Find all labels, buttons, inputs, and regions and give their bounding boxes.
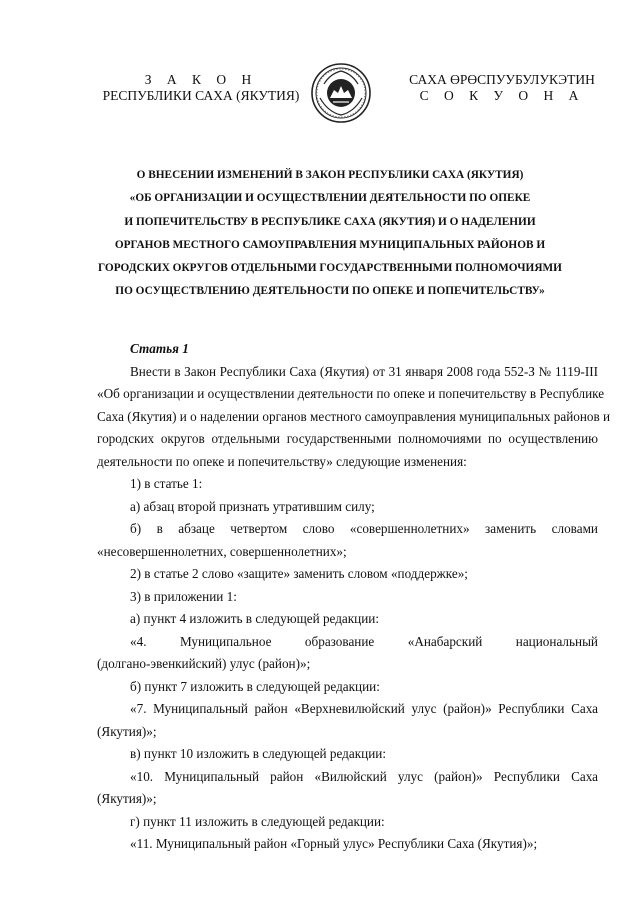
text-line: б) пункт 7 изложить в следующей редакции: bbox=[130, 678, 380, 694]
text-line: деятельности по опеке и попечительству» следующие изменения: bbox=[97, 453, 467, 469]
text-line: 3) в приложении 1: bbox=[130, 588, 237, 604]
text-line: (Якутия)»; bbox=[97, 723, 157, 739]
header-right bbox=[382, 72, 622, 104]
document-body bbox=[97, 338, 611, 856]
text-line: в) пункт 10 изложить в следующей редакции: bbox=[130, 746, 386, 761]
text-line: «11. Муниципальный район «Горный улус» Республики Саха (Якутия)»; bbox=[130, 836, 538, 851]
header-left-line2: РЕСПУБЛИКИ САХА (ЯКУТИЯ) bbox=[102, 88, 300, 103]
law-title bbox=[60, 164, 600, 304]
title-line: И ПОПЕЧИТЕЛЬСТВУ В РЕСПУБЛИКЕ САХА (ЯКУТИЯ) И О НАДЕЛЕНИИ bbox=[124, 215, 536, 228]
text-line: Саха (Якутия) и о наделении органов местного самоуправления муниципальных районов и bbox=[97, 408, 611, 424]
text-line: б) в абзаце четвертом слово «совершеннолетних» заменить словами bbox=[130, 521, 598, 536]
text-line: 2) в статье 2 слово «защите» заменить словом «поддержке»; bbox=[130, 566, 468, 581]
document-header bbox=[0, 62, 640, 122]
text-line: «Об организации и осуществлении деятельности по опеке и попечительству в Республике bbox=[97, 386, 605, 401]
text-line: а) абзац второй признать утратившим силу; bbox=[130, 498, 375, 514]
text-line: городских округов отдельными государственными полномочиями по осуществлению bbox=[97, 431, 598, 446]
article-heading: Статья 1 bbox=[130, 341, 189, 356]
header-right-line2: С О К У О Н А bbox=[419, 88, 585, 103]
text-line: «4. Муниципальное образование «Анабарский национальный bbox=[130, 633, 598, 649]
title-line: О ВНЕСЕНИИ ИЗМЕНЕНИЙ В ЗАКОН РЕСПУБЛИКИ САХА (ЯКУТИЯ) bbox=[136, 169, 524, 181]
text-line: г) пункт 11 изложить в следующей редакции: bbox=[130, 813, 385, 829]
text-line: (долгано-эвенкийский) улус (район)»; bbox=[97, 656, 311, 671]
text-line: «несовершеннолетних, совершеннолетних»; bbox=[97, 543, 347, 559]
header-left-line1: З А К О Н bbox=[144, 72, 258, 87]
text-line: «7. Муниципальный район «Верхневилюйский улус (район)» Республики Саха bbox=[130, 701, 598, 716]
text-line: «10. Муниципальный район «Вилюйский улус (район)» Республики Саха bbox=[130, 768, 598, 784]
text-line: (Якутия)»; bbox=[97, 791, 157, 806]
text-line: 1) в статье 1: bbox=[130, 476, 203, 491]
title-line: ГОРОДСКИХ ОКРУГОВ ОТДЕЛЬНЫМИ ГОСУДАРСТВЕННЫМИ ПОЛНОМОЧИЯМИ bbox=[98, 262, 562, 275]
title-line: ПО ОСУЩЕСТВЛЕНИЮ ДЕЯТЕЛЬНОСТИ ПО ОПЕКЕ И ПОПЕЧИТЕЛЬСТВУ» bbox=[115, 285, 545, 298]
title-line: «ОБ ОРГАНИЗАЦИИ И ОСУЩЕСТВЛЕНИИ ДЕЯТЕЛЬНОСТИ ПО ОПЕКЕ bbox=[129, 192, 531, 205]
text-line: а) пункт 4 изложить в следующей редакции: bbox=[130, 611, 380, 626]
text-line: Внести в Закон Республики Саха (Якутия) от 31 января 2008 года 552-З № 1119-III bbox=[130, 363, 598, 379]
header-left bbox=[96, 72, 306, 104]
header-right-line1: САХА ӨРӨСПУУБУЛУКЭТИН bbox=[409, 72, 595, 87]
coat-of-arms-seal-icon bbox=[310, 62, 372, 124]
title-line: ОРГАНОВ МЕСТНОГО САМОУПРАВЛЕНИЯ МУНИЦИПАЛЬНЫХ РАЙОНОВ И bbox=[114, 238, 546, 251]
